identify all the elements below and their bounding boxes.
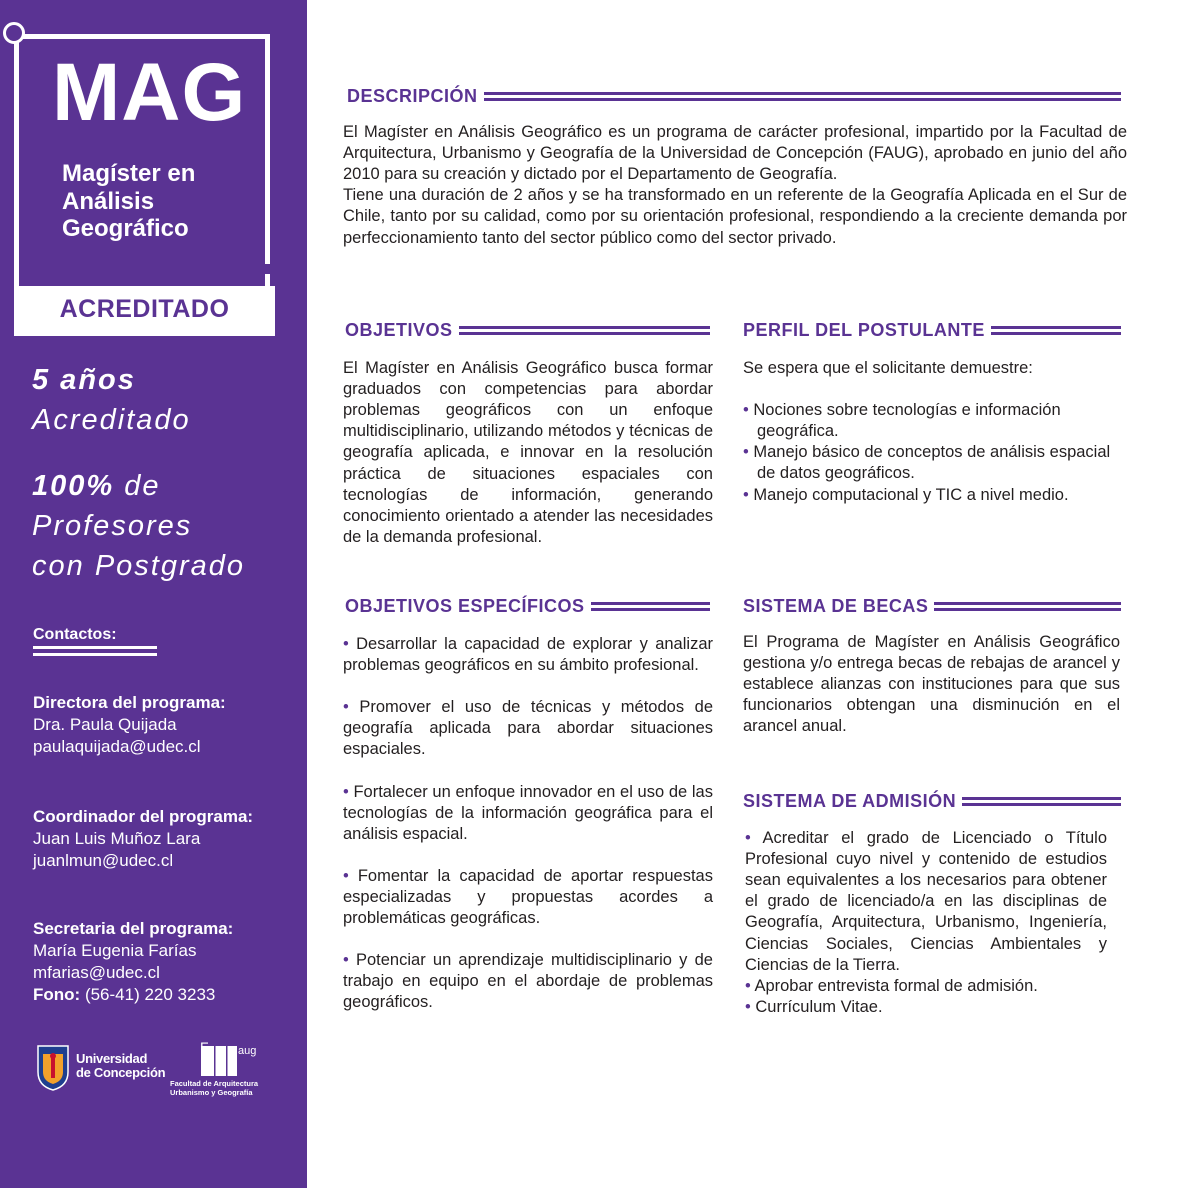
admision-item: • Acreditar el grado de Licenciado o Título Profesional cuyo nivel y contenido de estudios sean equivalentes a los necesarios para obtener el grado de licenciado/a en las disciplinas de Geografía, Arquitectura, Urbanismo, Ingeniería, Ciencias Sociales, Ciencias Ambientales y Ciencias de la Tierra. <box>745 828 1107 976</box>
contact-role: Directora del programa: <box>33 693 226 712</box>
section-title-rule <box>459 323 710 338</box>
contacts-heading: Contactos: <box>33 626 117 643</box>
section-title: DESCRIPCIÓN <box>347 86 478 106</box>
section-header-objetivos <box>345 320 710 341</box>
udec-wordmark <box>76 1052 165 1079</box>
objetivo-especifico-item: • Potenciar un aprendizaje multidisciplinario y de trabajo en equipo en el abordaje de problemas geográficos. <box>343 950 713 1013</box>
section-title-rule <box>962 794 1121 809</box>
section-title: OBJETIVOS ESPECÍFICOS <box>345 596 585 616</box>
udec-line-2: de Concepción <box>76 1064 166 1080</box>
objetivos-body <box>343 358 713 548</box>
admision-body <box>745 828 1107 1018</box>
perfil-body <box>743 358 1113 506</box>
udec-shield-icon <box>36 1044 70 1092</box>
section-title-rule <box>591 599 710 614</box>
udec-logo <box>36 1044 166 1094</box>
section-title-rule <box>484 89 1121 104</box>
section-header-objetivos-especificos <box>345 596 710 617</box>
contact-role: Coordinador del programa: <box>33 807 254 826</box>
contact-email[interactable]: paulaquijada@udec.cl <box>33 737 201 757</box>
descripcion-body <box>343 122 1127 249</box>
perfil-item: • Manejo computacional y TIC a nivel medio. <box>743 485 1113 506</box>
section-title: SISTEMA DE ADMISIÓN <box>743 791 957 811</box>
svg-text:F: F <box>200 1039 209 1055</box>
descripcion-paragraph-2: Tiene una duración de 2 años y se ha transformado en un referente de la Geografía Aplicada en el Sur de Chile, tanto por su calidad, como por su orientación profesional, respondiendo a la creciente demanda por perfeccionamiento tanto del sector público como del sector privado. <box>343 186 1127 247</box>
contact-name: María Eugenia Farías <box>33 941 197 961</box>
section-title: SISTEMA DE BECAS <box>743 596 929 616</box>
objetivo-especifico-item: • Fortalecer un enfoque innovador en el uso de las tecnologías de la información geográfica para el análisis espacial. <box>343 782 713 845</box>
program-code: MAG <box>52 47 247 138</box>
contact-name: Dra. Paula Quijada <box>33 715 177 735</box>
section-header-perfil <box>743 320 1121 341</box>
perfil-intro: Se espera que el solicitante demuestre: <box>743 359 1033 377</box>
becas-text: El Programa de Magíster en Análisis Geográfico gestiona y/o entrega becas de rebajas de arancel y establece alianzas con instituciones para que sus funcionarios obtengan una disminución en el arancel anual. <box>743 633 1120 736</box>
sidebar <box>0 0 307 1188</box>
admision-item: • Currículum Vitae. <box>745 997 1107 1018</box>
objetivos-especificos-body <box>343 634 713 1014</box>
contact-phone-number: (56-41) 220 3233 <box>84 985 216 1005</box>
contact-name: Juan Luis Muñoz Lara <box>33 829 201 849</box>
section-title-rule <box>934 599 1121 614</box>
svg-text:aug: aug <box>238 1045 257 1057</box>
stat-professors-label-2: Profesores <box>32 510 193 543</box>
stat-years-value: 5 años <box>32 364 136 396</box>
objetivo-especifico-item: • Fomentar la capacidad de aportar respuestas especializadas y propuestas acordes a problemáticas geográficas. <box>343 866 713 929</box>
section-header-admision <box>743 791 1121 812</box>
faug-caption-line-2: Urbanismo y Geografía <box>170 1087 253 1097</box>
objetivo-especifico-item: • Desarrollar la capacidad de explorar y analizar problemas geográficos en su ámbito profesional. <box>343 634 713 676</box>
contact-coordinator <box>33 806 298 872</box>
faug-caption <box>170 1080 288 1097</box>
stat-professors-value: 100% <box>32 470 115 502</box>
stat-professors-label-1: de <box>124 470 161 502</box>
section-title: PERFIL DEL POSTULANTE <box>743 320 985 340</box>
section-title: OBJETIVOS <box>345 320 453 340</box>
contact-secretary <box>33 918 298 1006</box>
contact-phone-label: Fono: <box>33 985 81 1005</box>
accreditation-badge: ACREDITADO <box>14 286 275 336</box>
contact-role: Secretaria del programa: <box>33 919 234 938</box>
frame-notch <box>254 264 278 274</box>
frame-circle-decoration <box>3 22 25 44</box>
stat-professors <box>32 466 245 586</box>
stat-professors-label-3: con Postgrado <box>32 550 246 583</box>
program-name: Magíster en Análisis Geográfico <box>62 160 196 243</box>
udec-line-1: Universidad <box>76 1051 148 1066</box>
contact-email[interactable]: juanlmun@udec.cl <box>33 851 174 871</box>
stat-years-label: Acreditado <box>32 404 191 437</box>
descripcion-paragraph-1: El Magíster en Análisis Geográfico es un programa de carácter profesional, impartido por la Facultad de Arquitectura, Urbanismo y Geografía de la Universidad de Concepción (FAUG), aprobado en junio del año 2010 para su creación y dictado por el Departamento de Geografía. <box>343 123 1127 184</box>
contact-director <box>33 692 298 758</box>
perfil-item: • Manejo básico de conceptos de análisis espacial de datos geográficos. <box>743 442 1113 484</box>
contact-email[interactable]: mfarias@udec.cl <box>33 963 160 983</box>
contacts-divider <box>33 646 157 660</box>
perfil-item: • Nociones sobre tecnologías e información geográfica. <box>743 400 1113 442</box>
faug-logo <box>170 1040 290 1102</box>
objetivos-text: El Magíster en Análisis Geográfico busca formar graduados con competencias para abordar problemas geográficos con un enfoque multidisciplinario, utilizando métodos y técnicas de geografía aplicada, e innovar en la resolución práctica de situaciones espaciales con tecnologías de información, generando conocimiento orientado a atender las necesidades de la demanda profesional. <box>343 359 713 546</box>
admision-item: • Aprobar entrevista formal de admisión. <box>745 976 1107 997</box>
contact-phone <box>33 984 298 1006</box>
faug-caption-line-1: Facultad de Arquitectura <box>170 1079 259 1088</box>
faug-mark-icon <box>200 1039 257 1078</box>
section-title-rule <box>991 323 1121 338</box>
becas-body <box>743 632 1120 738</box>
objetivo-especifico-item: • Promover el uso de técnicas y métodos de geografía aplicada para abordar situaciones espaciales. <box>343 697 713 760</box>
stat-accreditation-years <box>32 360 191 440</box>
section-header-becas <box>743 596 1121 617</box>
section-header-descripcion <box>347 86 1121 107</box>
